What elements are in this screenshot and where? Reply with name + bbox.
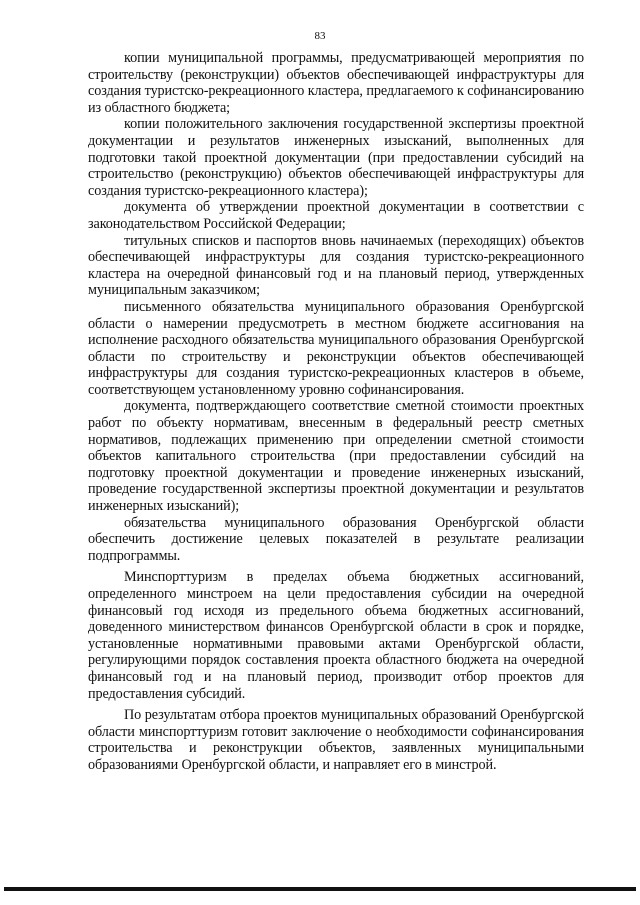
scan-bottom-edge: [4, 887, 636, 891]
paragraph-expertise-copy: копии положительного заключения государственной экспертизы проектной документации и результатов инженерных изысканий, выполненных для подготовки такой проектной документации (при предоставлении субсидий на строительство (реконструкцию) объектов обеспечивающей инфраструктуры для создания туристско-рекреационного кластера);: [88, 116, 584, 199]
paragraph-cost-document: документа, подтверждающего соответствие сметной стоимости проектных работ по объекту нормативам, внесенным в федеральный реестр сметных нормативов, подлежащих применению при определении сметной стоимости объектов капитального строительства (при предоставлении субсидий на подготовку проектной документации и проведение инженерных изысканий, проведение государственной экспертизы проектной документации и результатов инженерных изысканий);: [88, 398, 584, 515]
paragraph-title-lists: титульных списков и паспортов вновь начинаемых (переходящих) объектов обеспечивающей инфраструктуры для создания туристско-рекреационного кластера на очередной финансовый год и на плановый период, утвержденных муниципальным заказчиком;: [88, 232, 584, 299]
paragraph-minsporttourism-selection: Минспорттуризм в пределах объема бюджетных ассигнований, определенного минстроем на цели предоставления субсидии на очередной финансовый год исходя из предельного объема бюджетных ассигнований, доведенного министерством финансов Оренбургской области в срок и порядке, установленные нормативными правовыми актами Оренбургской области, регулирующими порядок составления проекта областного бюджета на очередной финансовый год и на плановый период, производит отбор проектов для предоставления субсидий.: [88, 569, 584, 702]
page-number: 83: [314, 30, 326, 42]
paragraph-project-approval: документа об утверждении проектной документации в соответствии с законодательством Российской Федерации;: [88, 199, 584, 232]
paragraph-selection-results: По результатам отбора проектов муниципальных образований Оренбургской области минспорттуризм готовит заключение о необходимости софинансирования строительства и реконструкции объектов, заявленных муниципальными образованиями Оренбургской области, и направляет его в минстрой.: [88, 707, 584, 773]
paragraph-written-obligation: письменного обязательства муниципального образования Оренбургской области о намерении предусмотреть в местном бюджете ассигнования на исполнение расходного обязательства муниципального образования Оренбургской области по строительству и реконструкции объектов обеспечивающей инфраструктуры для создания туристско-рекреационных кластеров в объеме, соответствующем установленному уровню софинансирования.: [88, 298, 584, 398]
document-body: [88, 50, 584, 774]
paragraph-program-copy: копии муниципальной программы, предусматривающей мероприятия по строительству (реконструкции) объектов обеспечивающей инфраструктуры для создания туристско-рекреационного кластера, предлагаемого к софинансированию из областного бюджета;: [88, 50, 584, 116]
paragraph-target-indicators: обязательства муниципального образования Оренбургской области обеспечить достижение целевых показателей в результате реализации подпрограммы.: [88, 514, 584, 564]
